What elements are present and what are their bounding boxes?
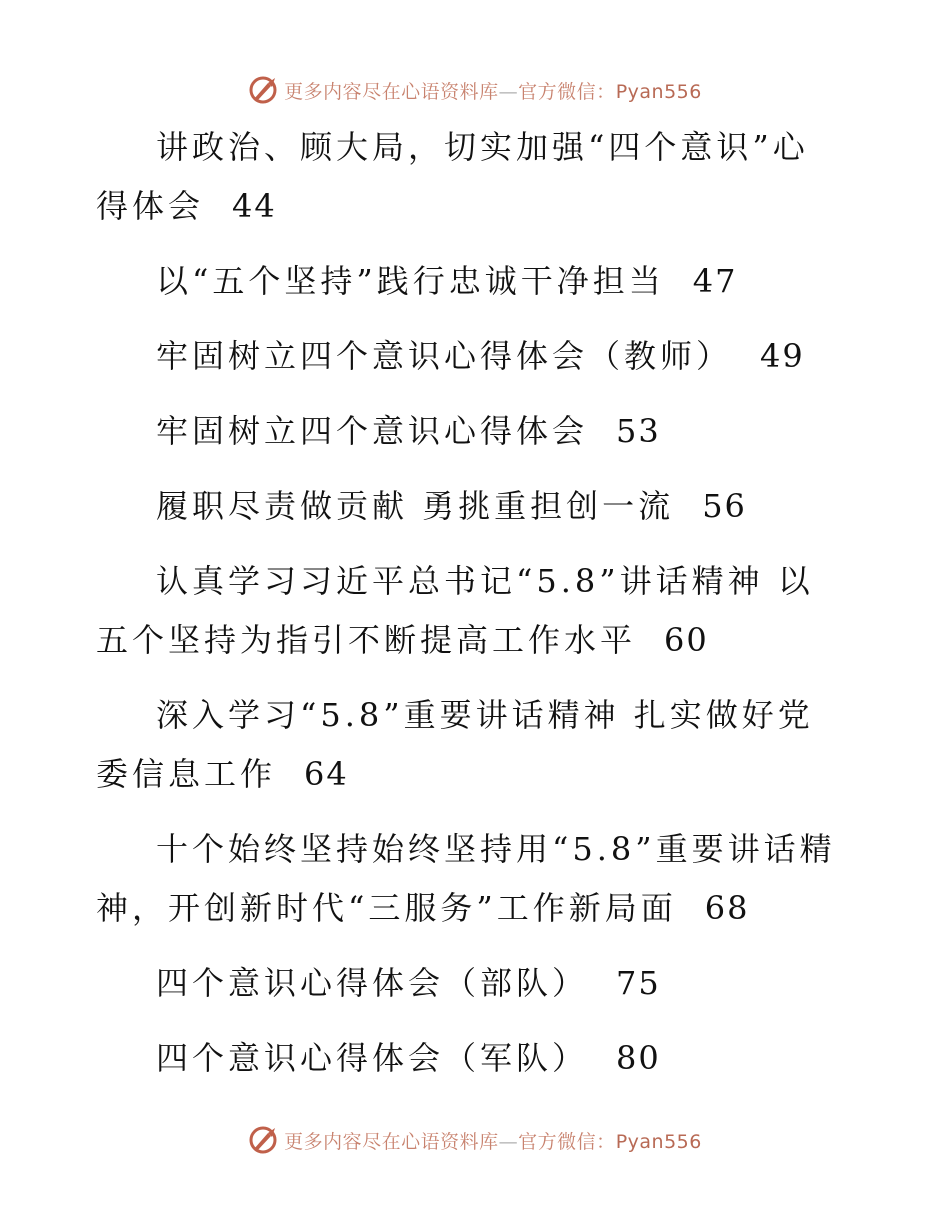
toc-entry-page: 60: [664, 621, 709, 659]
watermark-brand: 更多内容尽在心语资料库: [284, 80, 499, 103]
toc-entry-title: 认真学习习近平总书记“5.8”讲话精神 以五个坚持为指引不断提高工作水平: [96, 562, 814, 659]
toc-entry-page: 75: [616, 964, 661, 1002]
toc-entry-page: 47: [692, 262, 738, 300]
toc-entry-page: 49: [760, 337, 805, 375]
toc-entry[interactable]: [96, 252, 836, 311]
watermark-separator: —: [498, 80, 519, 103]
toc-entry-title: 四个意识心得体会（部队）: [156, 964, 589, 1002]
watermark-text: [284, 77, 702, 104]
toc-entry-title: 深入学习“5.8”重要讲话精神 扎实做好党委信息工作: [96, 696, 814, 793]
watermark-official-label: 官方微信：: [518, 80, 616, 103]
toc-entry[interactable]: [96, 402, 836, 461]
toc-entry-page: 64: [304, 755, 349, 793]
toc-entry[interactable]: [96, 327, 836, 386]
toc-entry-title: 牢固树立四个意识心得体会: [156, 412, 589, 450]
toc-entry-page: 56: [702, 487, 747, 525]
toc-entry-title: 讲政治、顾大局，切实加强“四个意识”心得体会: [96, 128, 809, 225]
watermark-text: [284, 1127, 702, 1154]
toc-entry-title: 牢固树立四个意识心得体会（教师）: [156, 337, 733, 375]
toc-entry-title: 四个意识心得体会（军队）: [156, 1039, 589, 1077]
toc-entry-page: 80: [616, 1039, 661, 1077]
quill-logo-icon: [248, 75, 278, 105]
toc-entry[interactable]: [96, 552, 836, 670]
toc-entry[interactable]: [96, 954, 836, 1013]
toc-entry-page: 44: [232, 187, 277, 225]
watermark-brand: 更多内容尽在心语资料库: [284, 1130, 499, 1153]
watermark-wechat-id: Pyan556: [615, 80, 702, 103]
footer-watermark: [0, 1120, 950, 1160]
toc-entry[interactable]: [96, 477, 836, 536]
toc-entry[interactable]: [96, 1029, 836, 1088]
toc-entry-page: 53: [616, 412, 661, 450]
toc-entry[interactable]: [96, 820, 836, 938]
quill-logo-icon: [248, 1125, 278, 1155]
watermark-separator: —: [498, 1130, 519, 1153]
header-watermark: [0, 70, 950, 110]
table-of-contents: [96, 118, 836, 1104]
toc-entry[interactable]: [96, 686, 836, 804]
toc-entry-title: 十个始终坚持始终坚持用“5.8”重要讲话精神，开创新时代“三服务”工作新局面: [96, 830, 836, 927]
toc-entry[interactable]: [96, 118, 836, 236]
toc-entry-page: 68: [704, 889, 750, 927]
toc-entry-title: 以“五个坚持”践行忠诚干净担当: [156, 262, 665, 300]
watermark-wechat-id: Pyan556: [615, 1130, 702, 1153]
watermark-official-label: 官方微信：: [518, 1130, 616, 1153]
toc-entry-title: 履职尽责做贡献 勇挑重担创一流: [156, 487, 675, 525]
